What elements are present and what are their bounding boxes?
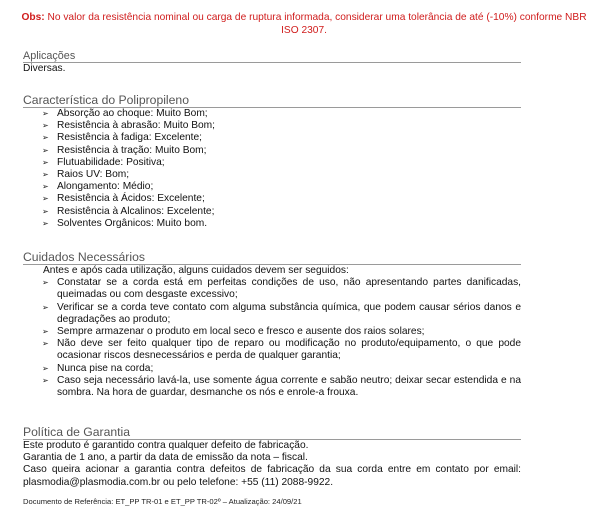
caracteristica-item [42, 157, 521, 169]
arrow-bullet-icon: ➢ [42, 278, 49, 288]
section-garantia [23, 425, 521, 489]
caracteristica-item-text: Resistência à Alcalinos: Excelente; [57, 205, 215, 217]
caracteristica-item-text: Resistência à Ácidos: Excelente; [57, 193, 205, 205]
caracteristica-item-text: Flutuabilidade: Positiva; [57, 156, 165, 168]
garantia-line-3: Caso queira acionar a garantia contra defeitos de fabricação da sua corda entre em contato por email: plasmodia@plasmodia.com.br ou pelo telefone: +55 (11) 2088-9922. [23, 464, 521, 488]
caracteristica-item [42, 218, 521, 230]
arrow-bullet-icon: ➢ [42, 375, 49, 385]
arrow-bullet-icon: ➢ [42, 363, 49, 373]
section-title-caracteristica: Característica do Polipropileno [23, 93, 521, 108]
caracteristica-item-text: Raios UV: Bom; [57, 169, 130, 181]
cuidado-item [42, 277, 521, 301]
cuidado-item-text: Não deve ser feito qualquer tipo de reparo ou modificação no produto/equipamento, o que pode ocasionar riscos desnecessários e perda de qualquer garantia; [57, 338, 521, 362]
tolerance-note-label: Obs: [21, 12, 45, 23]
cuidados-list [23, 277, 521, 399]
caracteristica-item [42, 120, 521, 132]
arrow-bullet-icon: ➢ [42, 145, 49, 155]
arrow-bullet-icon: ➢ [42, 218, 49, 228]
cuidado-item [42, 302, 521, 326]
section-caracteristica [23, 93, 521, 230]
cuidado-item [42, 326, 521, 338]
caracteristica-item [42, 169, 521, 181]
arrow-bullet-icon: ➢ [42, 170, 49, 180]
tolerance-note-text: No valor da resistência nominal ou carga de ruptura informada, considerar uma tolerância de até (-10%) conforme NBR ISO 2307. [44, 12, 587, 36]
caracteristica-item-text: Resistência à abrasão: Muito Bom; [57, 120, 215, 132]
caracteristica-item [42, 145, 521, 157]
aplicacoes-text: Diversas. [23, 63, 66, 74]
cuidado-item [42, 375, 521, 399]
section-cuidados [23, 250, 521, 399]
cuidado-item [42, 338, 521, 362]
arrow-bullet-icon: ➢ [42, 133, 49, 143]
arrow-bullet-icon: ➢ [42, 339, 49, 349]
cuidado-item-text: Constatar se a corda está em perfeitas condições de uso, não apresentando partes danificadas, queimadas ou com desgaste excessivo; [57, 277, 521, 301]
caracteristica-item [42, 181, 521, 193]
cuidado-item [42, 363, 521, 375]
section-title-garantia: Política de Garantia [23, 425, 521, 440]
cuidados-intro: Antes e após cada utilização, alguns cuidados devem ser seguidos: [43, 265, 349, 276]
tolerance-note [20, 11, 588, 37]
garantia-line-1: Este produto é garantido contra qualquer defeito de fabricação. [23, 440, 309, 451]
caracteristica-item-text: Resistência à tração: Muito Bom; [57, 144, 207, 156]
arrow-bullet-icon: ➢ [42, 302, 49, 312]
caracteristica-item [42, 206, 521, 218]
section-aplicacoes [23, 50, 521, 75]
caracteristica-list [23, 108, 521, 230]
section-title-cuidados: Cuidados Necessários [23, 250, 521, 265]
caracteristica-item [42, 193, 521, 205]
caracteristica-item-text: Solventes Orgânicos: Muito bom. [57, 217, 208, 229]
cuidado-item-text: Verificar se a corda teve contato com alguma substância química, que podem causar sérios danos e degradações ao produto; [57, 301, 521, 325]
cuidado-item-text: Caso seja necessário lavá-la, use somente água corrente e sabão neutro; deixar secar estendida e na sombra. Na hora de guardar, desmanche os nós e enrole-a frouxa. [57, 374, 521, 399]
cuidado-item-text: Sempre armazenar o produto em local seco e fresco e ausente dos raios solares; [57, 326, 425, 338]
arrow-bullet-icon: ➢ [42, 157, 49, 167]
arrow-bullet-icon: ➢ [42, 194, 49, 204]
arrow-bullet-icon: ➢ [42, 121, 49, 131]
caracteristica-item [42, 132, 521, 144]
caracteristica-item-text: Resistência à fadiga: Excelente; [57, 132, 202, 144]
arrow-bullet-icon: ➢ [42, 182, 49, 192]
caracteristica-item-text: Alongamento: Médio; [57, 181, 154, 193]
arrow-bullet-icon: ➢ [42, 109, 49, 118]
cuidado-item-text: Nunca pise na corda; [57, 362, 154, 374]
section-title-aplicacoes: Aplicações [23, 50, 521, 63]
reference-footer: Documento de Referência: ET_PP TR-01 e ET_PP TR-02º – Atualização: 24/09/21 [23, 497, 302, 506]
arrow-bullet-icon: ➢ [42, 327, 49, 337]
garantia-line-2: Garantia de 1 ano, a partir da data de emissão da nota – fiscal. [23, 452, 308, 464]
caracteristica-item [42, 108, 521, 120]
caracteristica-item-text: Absorção ao choque: Muito Bom; [57, 108, 208, 119]
arrow-bullet-icon: ➢ [42, 206, 49, 216]
